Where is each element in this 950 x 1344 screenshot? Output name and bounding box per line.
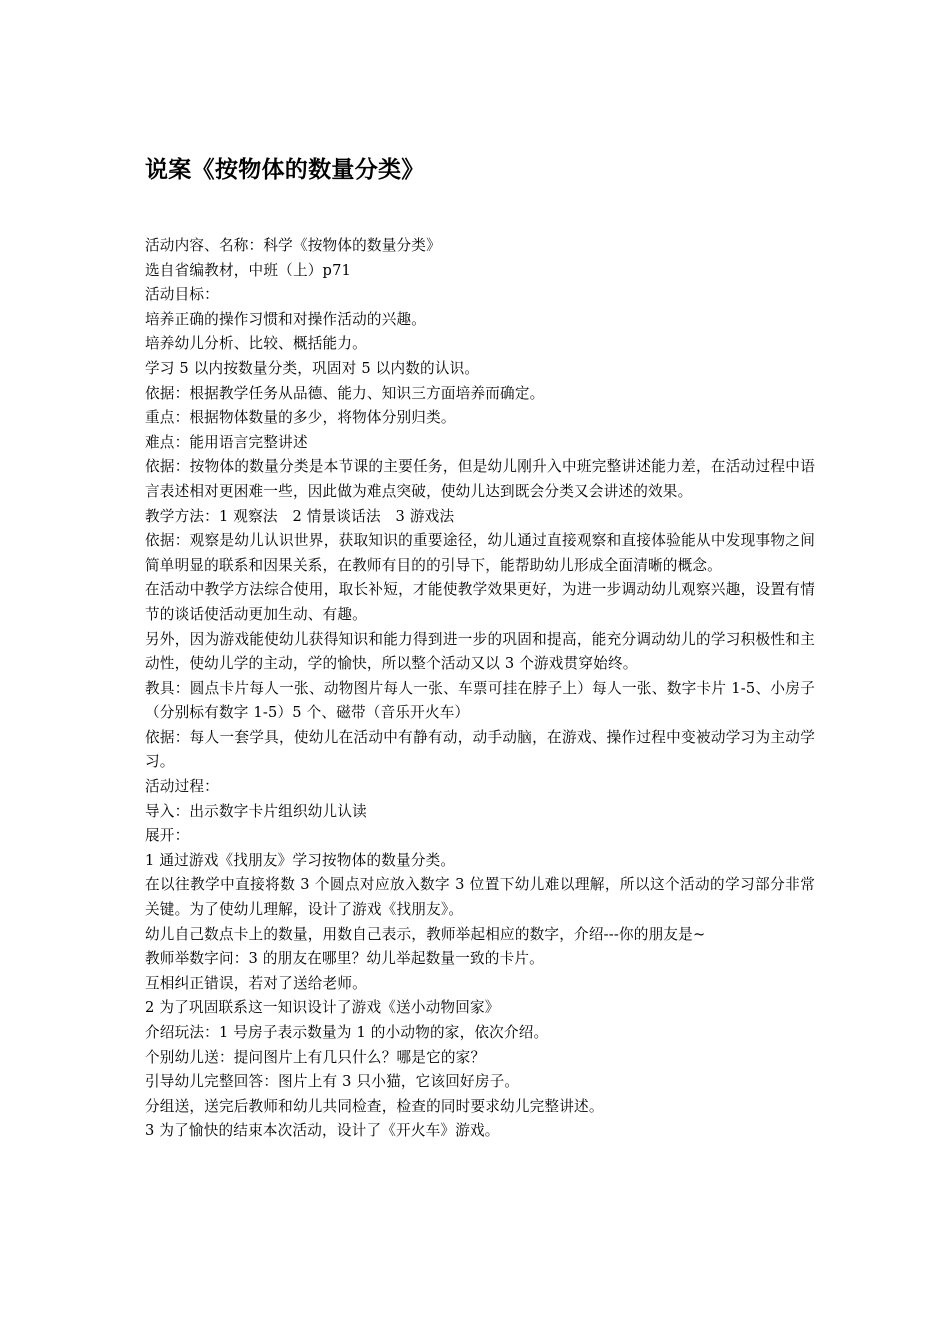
paragraph: 导入：出示数字卡片组织幼儿认读	[145, 802, 367, 820]
paragraph: 3 为了愉快的结束本次活动，设计了《开火车》游戏。	[145, 1122, 500, 1140]
paragraph: 幼儿自己数点卡上的数量，用数自己表示，教师举起相应的数字，介绍---你的朋友是~	[145, 925, 706, 943]
paragraph: 1 通过游戏《找朋友》学习按物体的数量分类。	[145, 851, 456, 869]
paragraph: 2 为了巩固联系这一知识设计了游戏《送小动物回家》	[145, 999, 500, 1017]
paragraph: 展开：	[145, 827, 190, 845]
paragraph: 在以往教学中直接将数 3 个圆点对应放入数字 3 位置下幼儿难以理解，所以这个活动的学习部分非常关键。为了使幼儿理解，设计了游戏《找朋友》。	[145, 876, 815, 919]
paragraph: 学习 5 以内按数量分类，巩固对 5 以内数的认识。	[145, 359, 480, 377]
paragraph: 培养幼儿分析、比较、概括能力。	[145, 335, 367, 353]
paragraph: 互相纠正错误，若对了送给老师。	[145, 974, 367, 992]
paragraph: 介绍玩法：1 号房子表示数量为 1 的小动物的家，依次介绍。	[145, 1024, 549, 1041]
paragraph: 另外，因为游戏能使幼儿获得知识和能力得到进一步的巩固和提高，能充分调动幼儿的学习积极性和主动性，使幼儿学的主动，学的愉快，所以整个活动又以 3 个游戏贯穿始终。	[145, 630, 815, 673]
paragraph: 活动目标：	[145, 286, 219, 304]
paragraph: 个别幼儿送：提问图片上有几只什么？哪是它的家？	[145, 1048, 486, 1066]
paragraph: 教学方法：1 观察法 2 情景谈话法 3 游戏法	[145, 507, 455, 525]
document-body	[145, 234, 815, 1144]
paragraph: 选自省编教材，中班（上）p71	[145, 261, 352, 279]
document-title: 说案《按物体的数量分类》	[145, 157, 425, 183]
paragraph: 教师举数字问：3 的朋友在哪里？幼儿举起数量一致的卡片。	[145, 950, 544, 968]
paragraph: 分组送，送完后教师和幼儿共同检查，检查的同时要求幼儿完整讲述。	[145, 1097, 604, 1115]
paragraph: 难点：能用语言完整讲述	[145, 433, 308, 451]
paragraph: 重点：根据物体数量的多少，将物体分别归类。	[145, 409, 456, 427]
paragraph: 依据：每人一套学具，使幼儿在活动中有静有动，动手动脑，在游戏、操作过程中变被动学习为主动学习。	[145, 728, 815, 771]
paragraph: 引导幼儿完整回答：图片上有 3 只小猫，它该回好房子。	[145, 1073, 520, 1091]
paragraph: 依据：根据教学任务从品德、能力、知识三方面培养而确定。	[145, 384, 545, 402]
paragraph: 培养正确的操作习惯和对操作活动的兴趣。	[145, 310, 427, 328]
paragraph: 教具：圆点卡片每人一张、动物图片每人一张、车票可挂在脖子上）每人一张、数字卡片 1-5、小房子（分别标有数字 1-5）5 个、磁带（音乐开火车）	[145, 679, 815, 722]
paragraph: 依据：观察是幼儿认识世界，获取知识的重要途径，幼儿通过直接观察和直接体验能从中发现事物之间简单明显的联系和因果关系，在教师有目的的引导下，能帮助幼儿形成全面清晰的概念。	[145, 532, 815, 574]
paragraph: 活动过程：	[145, 778, 219, 796]
paragraph: 在活动中教学方法综合使用，取长补短，才能使教学效果更好，为进一步调动幼儿观察兴趣，设置有情节的谈话使活动更加生动、有趣。	[145, 581, 815, 623]
paragraph: 依据：按物体的数量分类是本节课的主要任务，但是幼儿刚升入中班完整讲述能力差，在活动过程中语言表述相对更困难一些，因此做为难点突破，使幼儿达到既会分类又会讲述的效果。	[145, 458, 815, 500]
paragraph: 活动内容、名称：科学《按物体的数量分类》	[145, 237, 441, 254]
